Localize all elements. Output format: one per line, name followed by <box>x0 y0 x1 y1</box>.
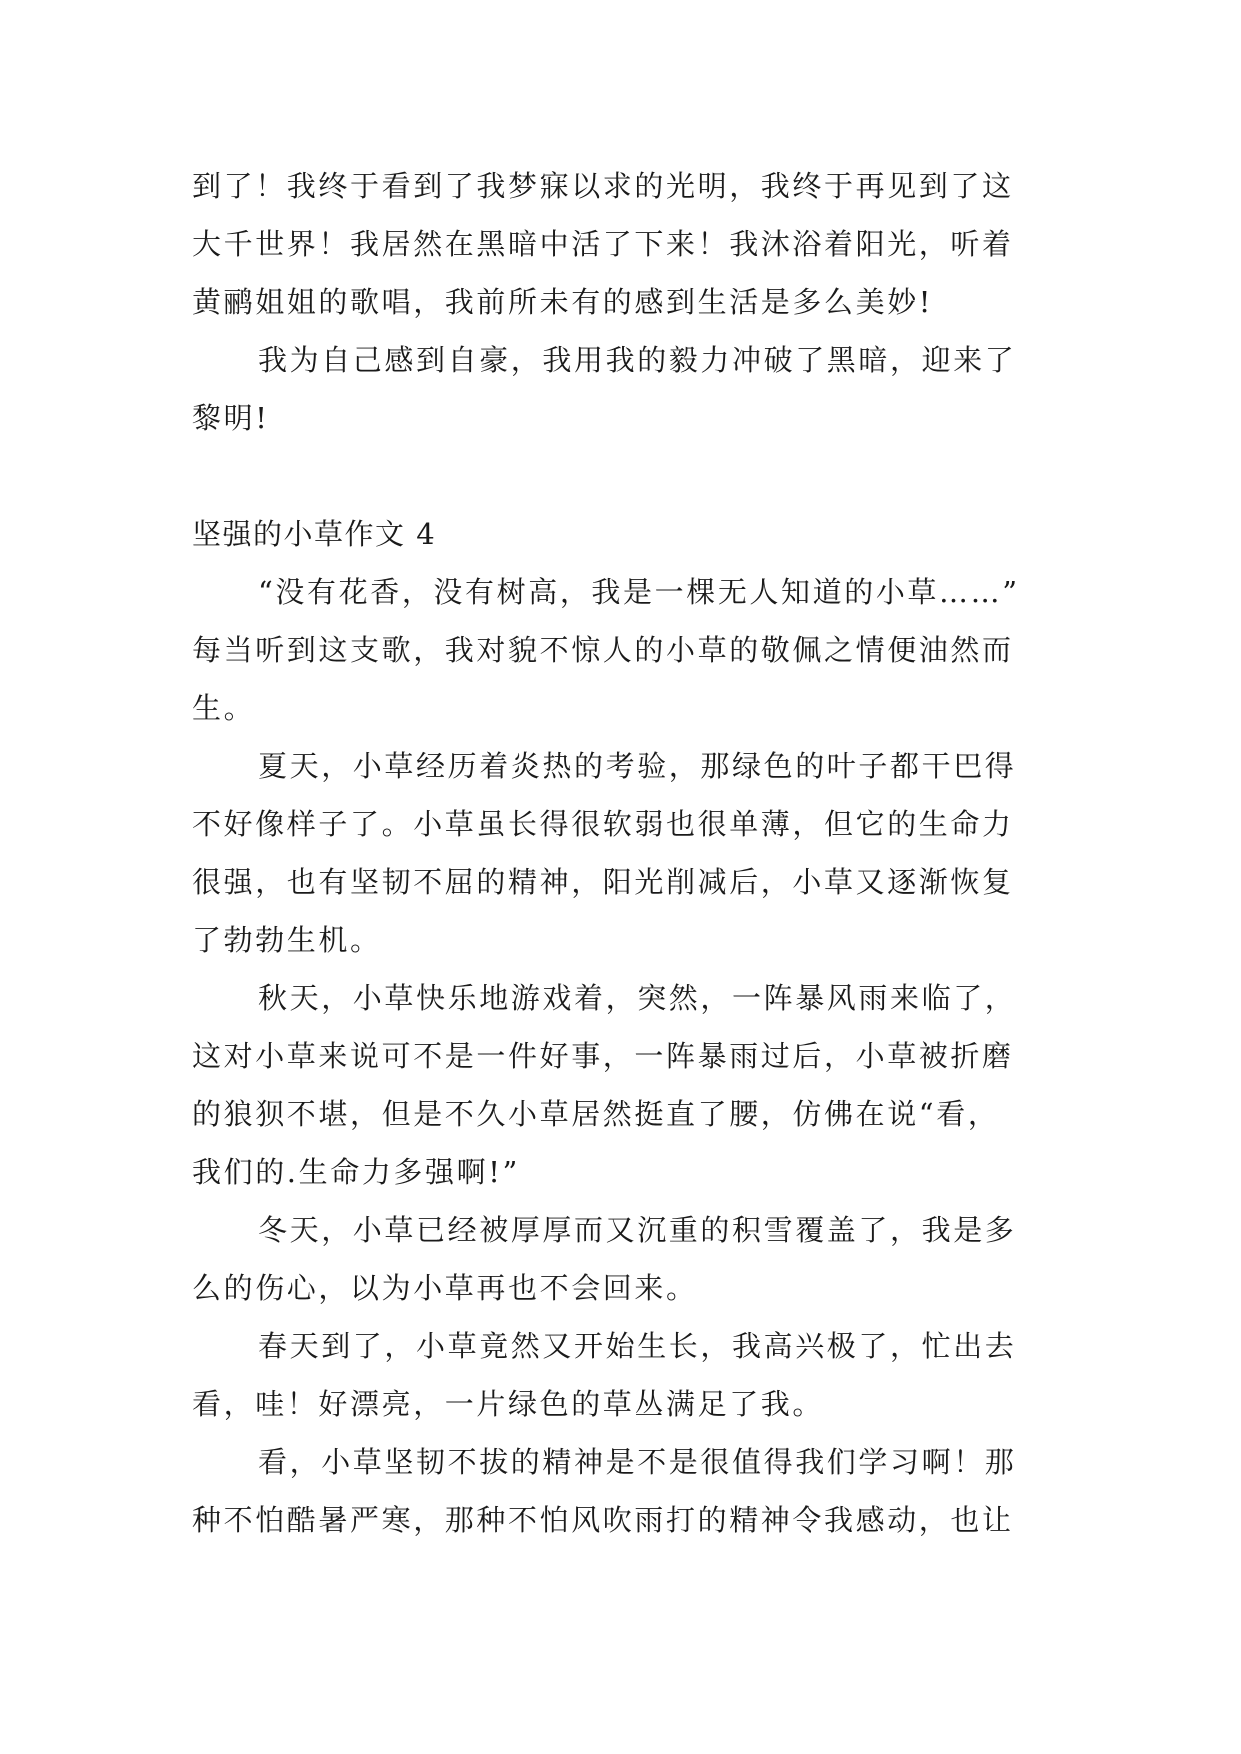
text-line: 看，哇！好漂亮，一片绿色的草丛满足了我。 <box>192 1387 825 1421</box>
text-line: 夏天，小草经历着炎热的考验，那绿色的叶子都干巴得 <box>258 749 1017 783</box>
text-line: 么的伤心，以为小草再也不会回来。 <box>192 1271 698 1305</box>
text-line: 了勃勃生机。 <box>192 923 382 957</box>
text-line: 很强，也有坚韧不屈的精神，阳光削减后，小草又逐渐恢复 <box>192 865 1014 899</box>
text-line: 到了！我终于看到了我梦寐以求的光明，我终于再见到了这 <box>192 169 1014 203</box>
text-line: 的狼狈不堪，但是不久小草居然挺直了腰，仿佛在说“看， <box>192 1097 1000 1131</box>
text-line: 每当听到这支歌，我对貌不惊人的小草的敬佩之情便油然而 <box>192 633 1014 667</box>
text-line: 黄鹂姐姐的歌唱，我前所未有的感到生活是多么美妙! <box>192 285 934 319</box>
text-line: 不好像样子了。小草虽长得很软弱也很单薄，但它的生命力 <box>192 807 1014 841</box>
text-line: 这对小草来说可不是一件好事，一阵暴雨过后，小草被折磨 <box>192 1039 1014 1073</box>
text-line: 我们的.生命力多强啊!” <box>192 1155 520 1189</box>
text-line: 秋天，小草快乐地游戏着，突然，一阵暴风雨来临了， <box>258 981 1017 1015</box>
text-line: 黎明! <box>192 401 270 435</box>
text-line: 大千世界！我居然在黑暗中活了下来！我沐浴着阳光，听着 <box>192 227 1014 261</box>
text-line: 种不怕酷暑严寒，那种不怕风吹雨打的精神令我感动，也让 <box>192 1503 1014 1537</box>
section-title: 坚强的小草作文 4 <box>192 517 437 551</box>
text-line: “没有花香，没有树高，我是一棵无人知道的小草……” <box>258 575 1020 609</box>
text-line: 生。 <box>192 691 256 725</box>
text-line: 冬天，小草已经被厚厚而又沉重的积雪覆盖了，我是多 <box>258 1213 1017 1247</box>
text-line: 看，小草坚韧不拔的精神是不是很值得我们学习啊！那 <box>258 1445 1017 1479</box>
text-line: 我为自己感到自豪，我用我的毅力冲破了黑暗，迎来了 <box>258 343 1017 377</box>
text-line: 春天到了，小草竟然又开始生长，我高兴极了，忙出去 <box>258 1329 1017 1363</box>
